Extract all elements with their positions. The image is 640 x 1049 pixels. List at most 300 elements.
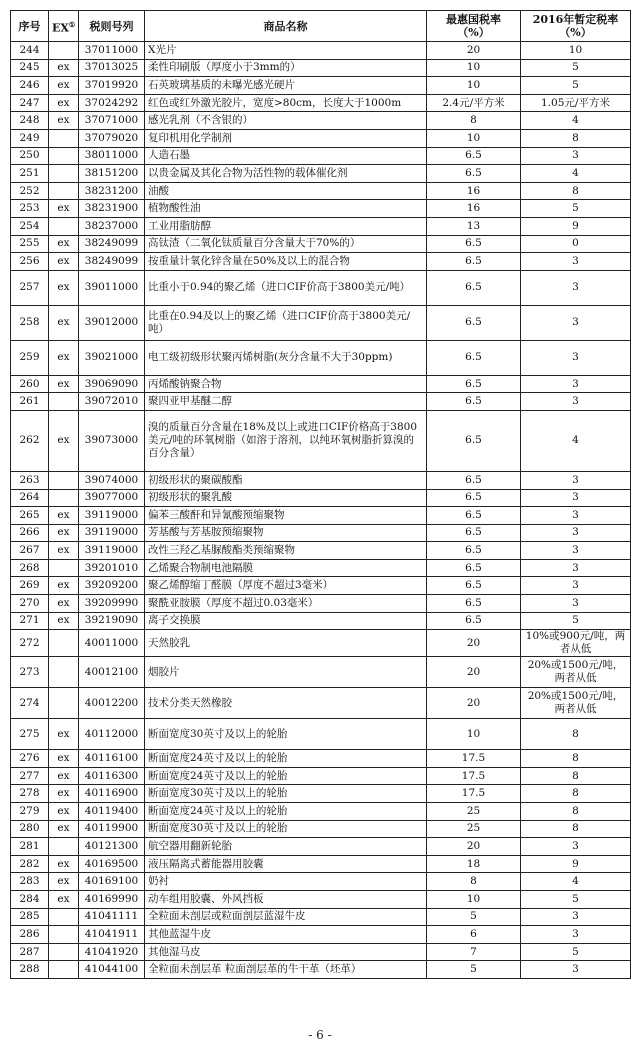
table-row bbox=[11, 908, 631, 926]
mfn-rate-cell: 20 bbox=[427, 657, 521, 688]
mfn-rate-cell: 6 bbox=[427, 926, 521, 944]
mfn-rate-cell: 20 bbox=[427, 688, 521, 719]
ex-cell: ex bbox=[49, 305, 79, 340]
interim-rate-cell: 3 bbox=[521, 838, 631, 856]
tariff-code-cell: 40119900 bbox=[79, 820, 145, 838]
tariff-table-page bbox=[10, 10, 630, 979]
mfn-rate-cell: 20 bbox=[427, 630, 521, 657]
ex-cell: ex bbox=[49, 785, 79, 803]
tariff-table bbox=[10, 10, 631, 979]
mfn-rate-cell: 6.5 bbox=[427, 559, 521, 577]
table-row bbox=[11, 785, 631, 803]
commodity-name-cell: 乙烯聚合物制电池隔膜 bbox=[145, 559, 427, 577]
interim-rate-cell: 3 bbox=[521, 270, 631, 305]
tariff-code-cell: 40112000 bbox=[79, 719, 145, 750]
mfn-rate-cell: 6.5 bbox=[427, 577, 521, 595]
ex-cell bbox=[49, 630, 79, 657]
serial-no-cell: 269 bbox=[11, 577, 49, 595]
mfn-rate-cell: 6.5 bbox=[427, 147, 521, 165]
serial-no-cell: 260 bbox=[11, 375, 49, 393]
tariff-code-cell: 38151200 bbox=[79, 165, 145, 183]
serial-no-cell: 245 bbox=[11, 59, 49, 77]
tariff-code-cell: 40012100 bbox=[79, 657, 145, 688]
commodity-name-cell: 工业用脂肪醇 bbox=[145, 217, 427, 235]
tariff-code-cell: 40116100 bbox=[79, 750, 145, 768]
mfn-rate-cell: 5 bbox=[427, 961, 521, 979]
mfn-rate-cell: 6.5 bbox=[427, 235, 521, 253]
table-row bbox=[11, 59, 631, 77]
interim-rate-cell: 8 bbox=[521, 767, 631, 785]
mfn-rate-cell: 13 bbox=[427, 217, 521, 235]
serial-no-cell: 265 bbox=[11, 507, 49, 525]
table-row bbox=[11, 577, 631, 595]
table-row bbox=[11, 855, 631, 873]
commodity-name-cell: 离子交换膜 bbox=[145, 612, 427, 630]
table-row bbox=[11, 838, 631, 856]
ex-cell: ex bbox=[49, 94, 79, 112]
header-interim-rate-line1: 2016年暂定税率 bbox=[532, 13, 619, 26]
ex-cell: ex bbox=[49, 767, 79, 785]
interim-rate-cell: 0 bbox=[521, 235, 631, 253]
ex-cell: ex bbox=[49, 820, 79, 838]
table-body bbox=[11, 42, 631, 979]
serial-no-cell: 261 bbox=[11, 393, 49, 411]
interim-rate-cell: 3 bbox=[521, 542, 631, 560]
commodity-name-cell: 聚乙烯醇缩丁醛膜（厚度不超过3毫米） bbox=[145, 577, 427, 595]
mfn-rate-cell: 8 bbox=[427, 873, 521, 891]
mfn-rate-cell: 6.5 bbox=[427, 253, 521, 271]
commodity-name-cell: 初级形状的聚乳酸 bbox=[145, 489, 427, 507]
header-mfn-rate-line2: （%） bbox=[457, 26, 490, 39]
commodity-name-cell: 全粒面未剖层或粒面剖层蓝湿牛皮 bbox=[145, 908, 427, 926]
table-row bbox=[11, 217, 631, 235]
interim-rate-cell: 4 bbox=[521, 112, 631, 130]
mfn-rate-cell: 6.5 bbox=[427, 340, 521, 375]
mfn-rate-cell: 6.5 bbox=[427, 489, 521, 507]
table-row bbox=[11, 165, 631, 183]
ex-cell: ex bbox=[49, 542, 79, 560]
interim-rate-cell: 3 bbox=[521, 926, 631, 944]
serial-no-cell: 258 bbox=[11, 305, 49, 340]
ex-cell: ex bbox=[49, 750, 79, 768]
interim-rate-cell: 3 bbox=[521, 393, 631, 411]
serial-no-cell: 271 bbox=[11, 612, 49, 630]
table-row bbox=[11, 542, 631, 560]
tariff-code-cell: 39119000 bbox=[79, 542, 145, 560]
ex-cell: ex bbox=[49, 253, 79, 271]
table-row bbox=[11, 612, 631, 630]
tariff-code-cell: 39119000 bbox=[79, 507, 145, 525]
commodity-name-cell: 断面宽度30英寸及以上的轮胎 bbox=[145, 719, 427, 750]
table-row bbox=[11, 112, 631, 130]
ex-cell: ex bbox=[49, 200, 79, 218]
tariff-code-cell: 41041911 bbox=[79, 926, 145, 944]
ex-cell: ex bbox=[49, 77, 79, 95]
tariff-code-cell: 39201010 bbox=[79, 559, 145, 577]
serial-no-cell: 287 bbox=[11, 943, 49, 961]
tariff-code-cell: 37013025 bbox=[79, 59, 145, 77]
table-row bbox=[11, 559, 631, 577]
mfn-rate-cell: 6.5 bbox=[427, 595, 521, 613]
mfn-rate-cell: 18 bbox=[427, 855, 521, 873]
interim-rate-cell: 9 bbox=[521, 855, 631, 873]
tariff-code-cell: 37024292 bbox=[79, 94, 145, 112]
ex-cell: ex bbox=[49, 855, 79, 873]
interim-rate-cell: 3 bbox=[521, 577, 631, 595]
serial-no-cell: 279 bbox=[11, 803, 49, 821]
interim-rate-cell: 5 bbox=[521, 891, 631, 909]
commodity-name-cell: 其他湿马皮 bbox=[145, 943, 427, 961]
interim-rate-cell: 8 bbox=[521, 803, 631, 821]
serial-no-cell: 276 bbox=[11, 750, 49, 768]
tariff-code-cell: 37079020 bbox=[79, 129, 145, 147]
header-ex bbox=[49, 11, 79, 42]
tariff-code-cell: 37019920 bbox=[79, 77, 145, 95]
table-row bbox=[11, 129, 631, 147]
tariff-code-cell: 41041111 bbox=[79, 908, 145, 926]
serial-no-cell: 255 bbox=[11, 235, 49, 253]
ex-cell: ex bbox=[49, 524, 79, 542]
ex-cell: ex bbox=[49, 803, 79, 821]
serial-no-cell: 288 bbox=[11, 961, 49, 979]
ex-cell: ex bbox=[49, 873, 79, 891]
serial-no-cell: 283 bbox=[11, 873, 49, 891]
interim-rate-cell: 4 bbox=[521, 873, 631, 891]
mfn-rate-cell: 20 bbox=[427, 42, 521, 60]
ex-cell: ex bbox=[49, 375, 79, 393]
header-row bbox=[11, 11, 631, 42]
mfn-rate-cell: 16 bbox=[427, 200, 521, 218]
tariff-code-cell: 38231900 bbox=[79, 200, 145, 218]
mfn-rate-cell: 8 bbox=[427, 112, 521, 130]
ex-cell bbox=[49, 908, 79, 926]
commodity-name-cell: 烟胶片 bbox=[145, 657, 427, 688]
ex-cell bbox=[49, 926, 79, 944]
commodity-name-cell: 柔性印刷版（厚度小于3mm的） bbox=[145, 59, 427, 77]
commodity-name-cell: 植物酸性油 bbox=[145, 200, 427, 218]
commodity-name-cell: 按重量计氧化锌含量在50%及以上的混合物 bbox=[145, 253, 427, 271]
serial-no-cell: 252 bbox=[11, 182, 49, 200]
table-row bbox=[11, 253, 631, 271]
interim-rate-cell: 1.05元/平方米 bbox=[521, 94, 631, 112]
mfn-rate-cell: 10 bbox=[427, 77, 521, 95]
interim-rate-cell: 8 bbox=[521, 129, 631, 147]
ex-cell: ex bbox=[49, 719, 79, 750]
header-commodity-name: 商品名称 bbox=[145, 11, 427, 42]
serial-no-cell: 285 bbox=[11, 908, 49, 926]
table-row bbox=[11, 489, 631, 507]
ex-cell bbox=[49, 943, 79, 961]
interim-rate-cell: 4 bbox=[521, 410, 631, 471]
serial-no-cell: 257 bbox=[11, 270, 49, 305]
ex-cell: ex bbox=[49, 612, 79, 630]
header-serial-no: 序号 bbox=[11, 11, 49, 42]
table-row bbox=[11, 507, 631, 525]
ex-cell bbox=[49, 838, 79, 856]
tariff-code-cell: 39011000 bbox=[79, 270, 145, 305]
tariff-code-cell: 40012200 bbox=[79, 688, 145, 719]
serial-no-cell: 253 bbox=[11, 200, 49, 218]
mfn-rate-cell: 6.5 bbox=[427, 507, 521, 525]
serial-no-cell: 274 bbox=[11, 688, 49, 719]
commodity-name-cell: 聚酰亚胺膜（厚度不超过0.03毫米） bbox=[145, 595, 427, 613]
table-row bbox=[11, 524, 631, 542]
commodity-name-cell: 断面宽度24英寸及以上的轮胎 bbox=[145, 750, 427, 768]
table-row bbox=[11, 94, 631, 112]
mfn-rate-cell: 6.5 bbox=[427, 612, 521, 630]
interim-rate-cell: 3 bbox=[521, 375, 631, 393]
interim-rate-cell: 20%或1500元/吨，两者从低 bbox=[521, 688, 631, 719]
commodity-name-cell: 高钛渣（二氧化钛质量百分含量大于70%的） bbox=[145, 235, 427, 253]
serial-no-cell: 256 bbox=[11, 253, 49, 271]
ex-cell: ex bbox=[49, 507, 79, 525]
commodity-name-cell: 比重小于0.94的聚乙烯（进口CIF价高于3800美元/吨） bbox=[145, 270, 427, 305]
ex-cell bbox=[49, 182, 79, 200]
serial-no-cell: 254 bbox=[11, 217, 49, 235]
tariff-code-cell: 40119400 bbox=[79, 803, 145, 821]
serial-no-cell: 273 bbox=[11, 657, 49, 688]
table-row bbox=[11, 688, 631, 719]
tariff-code-cell: 39077000 bbox=[79, 489, 145, 507]
tariff-code-cell: 39073000 bbox=[79, 410, 145, 471]
interim-rate-cell: 20%或1500元/吨，两者从低 bbox=[521, 657, 631, 688]
commodity-name-cell: 丙烯酸钠聚合物 bbox=[145, 375, 427, 393]
tariff-code-cell: 41044100 bbox=[79, 961, 145, 979]
ex-cell bbox=[49, 217, 79, 235]
ex-cell bbox=[49, 165, 79, 183]
tariff-code-cell: 40116900 bbox=[79, 785, 145, 803]
mfn-rate-cell: 10 bbox=[427, 719, 521, 750]
table-row bbox=[11, 471, 631, 489]
commodity-name-cell: 断面宽度24英寸及以上的轮胎 bbox=[145, 803, 427, 821]
tariff-code-cell: 40121300 bbox=[79, 838, 145, 856]
interim-rate-cell: 10%或900元/吨，两者从低 bbox=[521, 630, 631, 657]
serial-no-cell: 270 bbox=[11, 595, 49, 613]
interim-rate-cell: 9 bbox=[521, 217, 631, 235]
table-row bbox=[11, 270, 631, 305]
commodity-name-cell: 石英玻璃基质的未曝光感光硬片 bbox=[145, 77, 427, 95]
commodity-name-cell: 奶衬 bbox=[145, 873, 427, 891]
ex-cell bbox=[49, 688, 79, 719]
mfn-rate-cell: 10 bbox=[427, 59, 521, 77]
interim-rate-cell: 5 bbox=[521, 200, 631, 218]
mfn-rate-cell: 2.4元/平方米 bbox=[427, 94, 521, 112]
header-interim-rate bbox=[521, 11, 631, 42]
table-row bbox=[11, 719, 631, 750]
header-ex-footnote: ① bbox=[68, 19, 76, 29]
interim-rate-cell: 3 bbox=[521, 489, 631, 507]
mfn-rate-cell: 16 bbox=[427, 182, 521, 200]
commodity-name-cell: 红色或红外激光胶片，宽度>80cm，长度大于1000m bbox=[145, 94, 427, 112]
table-row bbox=[11, 147, 631, 165]
table-row bbox=[11, 595, 631, 613]
ex-cell bbox=[49, 129, 79, 147]
interim-rate-cell: 4 bbox=[521, 165, 631, 183]
interim-rate-cell: 8 bbox=[521, 182, 631, 200]
ex-cell bbox=[49, 147, 79, 165]
serial-no-cell: 249 bbox=[11, 129, 49, 147]
commodity-name-cell: 电工级初级形状聚丙烯树脂(灰分含量不大于30ppm) bbox=[145, 340, 427, 375]
commodity-name-cell: 偏苯三酸酐和异氰酸预缩聚物 bbox=[145, 507, 427, 525]
serial-no-cell: 259 bbox=[11, 340, 49, 375]
tariff-code-cell: 38249099 bbox=[79, 253, 145, 271]
tariff-code-cell: 39074000 bbox=[79, 471, 145, 489]
mfn-rate-cell: 5 bbox=[427, 908, 521, 926]
serial-no-cell: 263 bbox=[11, 471, 49, 489]
ex-cell bbox=[49, 961, 79, 979]
ex-cell: ex bbox=[49, 235, 79, 253]
tariff-code-cell: 41041920 bbox=[79, 943, 145, 961]
table-row bbox=[11, 305, 631, 340]
commodity-name-cell: 动车组用胶囊、外风挡板 bbox=[145, 891, 427, 909]
serial-no-cell: 280 bbox=[11, 820, 49, 838]
table-row bbox=[11, 657, 631, 688]
serial-no-cell: 267 bbox=[11, 542, 49, 560]
mfn-rate-cell: 6.5 bbox=[427, 305, 521, 340]
ex-cell bbox=[49, 657, 79, 688]
ex-cell bbox=[49, 489, 79, 507]
table-row bbox=[11, 235, 631, 253]
interim-rate-cell: 5 bbox=[521, 59, 631, 77]
commodity-name-cell: 全粒面未剖层革 粒面剖层革的牛干革（坯革） bbox=[145, 961, 427, 979]
tariff-code-cell: 40169100 bbox=[79, 873, 145, 891]
commodity-name-cell: 断面宽度30英寸及以上的轮胎 bbox=[145, 785, 427, 803]
mfn-rate-cell: 6.5 bbox=[427, 524, 521, 542]
commodity-name-cell: 断面宽度30英寸及以上的轮胎 bbox=[145, 820, 427, 838]
mfn-rate-cell: 10 bbox=[427, 891, 521, 909]
table-row bbox=[11, 750, 631, 768]
ex-cell bbox=[49, 42, 79, 60]
table-row bbox=[11, 42, 631, 60]
tariff-code-cell: 39069090 bbox=[79, 375, 145, 393]
table-row bbox=[11, 182, 631, 200]
header-mfn-rate-line1: 最惠国税率 bbox=[446, 13, 501, 26]
commodity-name-cell: 聚四亚甲基醚二醇 bbox=[145, 393, 427, 411]
mfn-rate-cell: 17.5 bbox=[427, 785, 521, 803]
ex-cell: ex bbox=[49, 577, 79, 595]
mfn-rate-cell: 6.5 bbox=[427, 542, 521, 560]
tariff-code-cell: 37011000 bbox=[79, 42, 145, 60]
commodity-name-cell: 以贵金属及其化合物为活性物的载体催化剂 bbox=[145, 165, 427, 183]
mfn-rate-cell: 17.5 bbox=[427, 750, 521, 768]
mfn-rate-cell: 10 bbox=[427, 129, 521, 147]
commodity-name-cell: 液压隔离式蓄能器用胶囊 bbox=[145, 855, 427, 873]
interim-rate-cell: 10 bbox=[521, 42, 631, 60]
table-row bbox=[11, 820, 631, 838]
tariff-code-cell: 39012000 bbox=[79, 305, 145, 340]
serial-no-cell: 244 bbox=[11, 42, 49, 60]
serial-no-cell: 246 bbox=[11, 77, 49, 95]
interim-rate-cell: 8 bbox=[521, 820, 631, 838]
table-row bbox=[11, 630, 631, 657]
interim-rate-cell: 3 bbox=[521, 507, 631, 525]
interim-rate-cell: 5 bbox=[521, 943, 631, 961]
interim-rate-cell: 3 bbox=[521, 559, 631, 577]
interim-rate-cell: 3 bbox=[521, 253, 631, 271]
commodity-name-cell: 改性三羟乙基脲酸酯类预缩聚物 bbox=[145, 542, 427, 560]
serial-no-cell: 284 bbox=[11, 891, 49, 909]
interim-rate-cell: 8 bbox=[521, 785, 631, 803]
mfn-rate-cell: 6.5 bbox=[427, 471, 521, 489]
commodity-name-cell: 初级形状的聚碳酸酯 bbox=[145, 471, 427, 489]
serial-no-cell: 286 bbox=[11, 926, 49, 944]
table-row bbox=[11, 767, 631, 785]
tariff-code-cell: 40011000 bbox=[79, 630, 145, 657]
serial-no-cell: 275 bbox=[11, 719, 49, 750]
serial-no-cell: 262 bbox=[11, 410, 49, 471]
ex-cell bbox=[49, 471, 79, 489]
commodity-name-cell: 复印机用化学制剂 bbox=[145, 129, 427, 147]
table-row bbox=[11, 943, 631, 961]
commodity-name-cell: 其他蓝湿牛皮 bbox=[145, 926, 427, 944]
page-number: - 6 - bbox=[308, 1028, 332, 1042]
commodity-name-cell: 油酸 bbox=[145, 182, 427, 200]
serial-no-cell: 250 bbox=[11, 147, 49, 165]
serial-no-cell: 281 bbox=[11, 838, 49, 856]
ex-cell bbox=[49, 559, 79, 577]
mfn-rate-cell: 6.5 bbox=[427, 393, 521, 411]
tariff-code-cell: 38237000 bbox=[79, 217, 145, 235]
commodity-name-cell: 感光乳剂（不含银的） bbox=[145, 112, 427, 130]
table-row bbox=[11, 873, 631, 891]
commodity-name-cell: X光片 bbox=[145, 42, 427, 60]
ex-cell: ex bbox=[49, 340, 79, 375]
serial-no-cell: 268 bbox=[11, 559, 49, 577]
tariff-code-cell: 39119000 bbox=[79, 524, 145, 542]
mfn-rate-cell: 20 bbox=[427, 838, 521, 856]
interim-rate-cell: 3 bbox=[521, 595, 631, 613]
serial-no-cell: 251 bbox=[11, 165, 49, 183]
mfn-rate-cell: 6.5 bbox=[427, 270, 521, 305]
commodity-name-cell: 航空器用翻新轮胎 bbox=[145, 838, 427, 856]
interim-rate-cell: 3 bbox=[521, 340, 631, 375]
header-interim-rate-line2: （%） bbox=[559, 26, 592, 39]
table-row bbox=[11, 961, 631, 979]
table-row bbox=[11, 340, 631, 375]
mfn-rate-cell: 6.5 bbox=[427, 165, 521, 183]
header-tariff-code: 税则号列 bbox=[79, 11, 145, 42]
ex-cell: ex bbox=[49, 410, 79, 471]
table-row bbox=[11, 926, 631, 944]
commodity-name-cell: 断面宽度24英寸及以上的轮胎 bbox=[145, 767, 427, 785]
interim-rate-cell: 8 bbox=[521, 750, 631, 768]
mfn-rate-cell: 6.5 bbox=[427, 375, 521, 393]
interim-rate-cell: 5 bbox=[521, 612, 631, 630]
serial-no-cell: 272 bbox=[11, 630, 49, 657]
interim-rate-cell: 3 bbox=[521, 908, 631, 926]
table-row bbox=[11, 77, 631, 95]
tariff-code-cell: 40169500 bbox=[79, 855, 145, 873]
mfn-rate-cell: 25 bbox=[427, 820, 521, 838]
tariff-code-cell: 40169990 bbox=[79, 891, 145, 909]
ex-cell: ex bbox=[49, 59, 79, 77]
table-row bbox=[11, 410, 631, 471]
commodity-name-cell: 芳基酸与芳基胺预缩聚物 bbox=[145, 524, 427, 542]
serial-no-cell: 278 bbox=[11, 785, 49, 803]
tariff-code-cell: 38011000 bbox=[79, 147, 145, 165]
table-row bbox=[11, 803, 631, 821]
interim-rate-cell: 3 bbox=[521, 524, 631, 542]
mfn-rate-cell: 25 bbox=[427, 803, 521, 821]
commodity-name-cell: 比重在0.94及以上的聚乙烯（进口CIF价高于3800美元/吨） bbox=[145, 305, 427, 340]
serial-no-cell: 264 bbox=[11, 489, 49, 507]
tariff-code-cell: 39209200 bbox=[79, 577, 145, 595]
tariff-code-cell: 39219090 bbox=[79, 612, 145, 630]
interim-rate-cell: 8 bbox=[521, 719, 631, 750]
header-mfn-rate bbox=[427, 11, 521, 42]
interim-rate-cell: 3 bbox=[521, 471, 631, 489]
mfn-rate-cell: 17.5 bbox=[427, 767, 521, 785]
